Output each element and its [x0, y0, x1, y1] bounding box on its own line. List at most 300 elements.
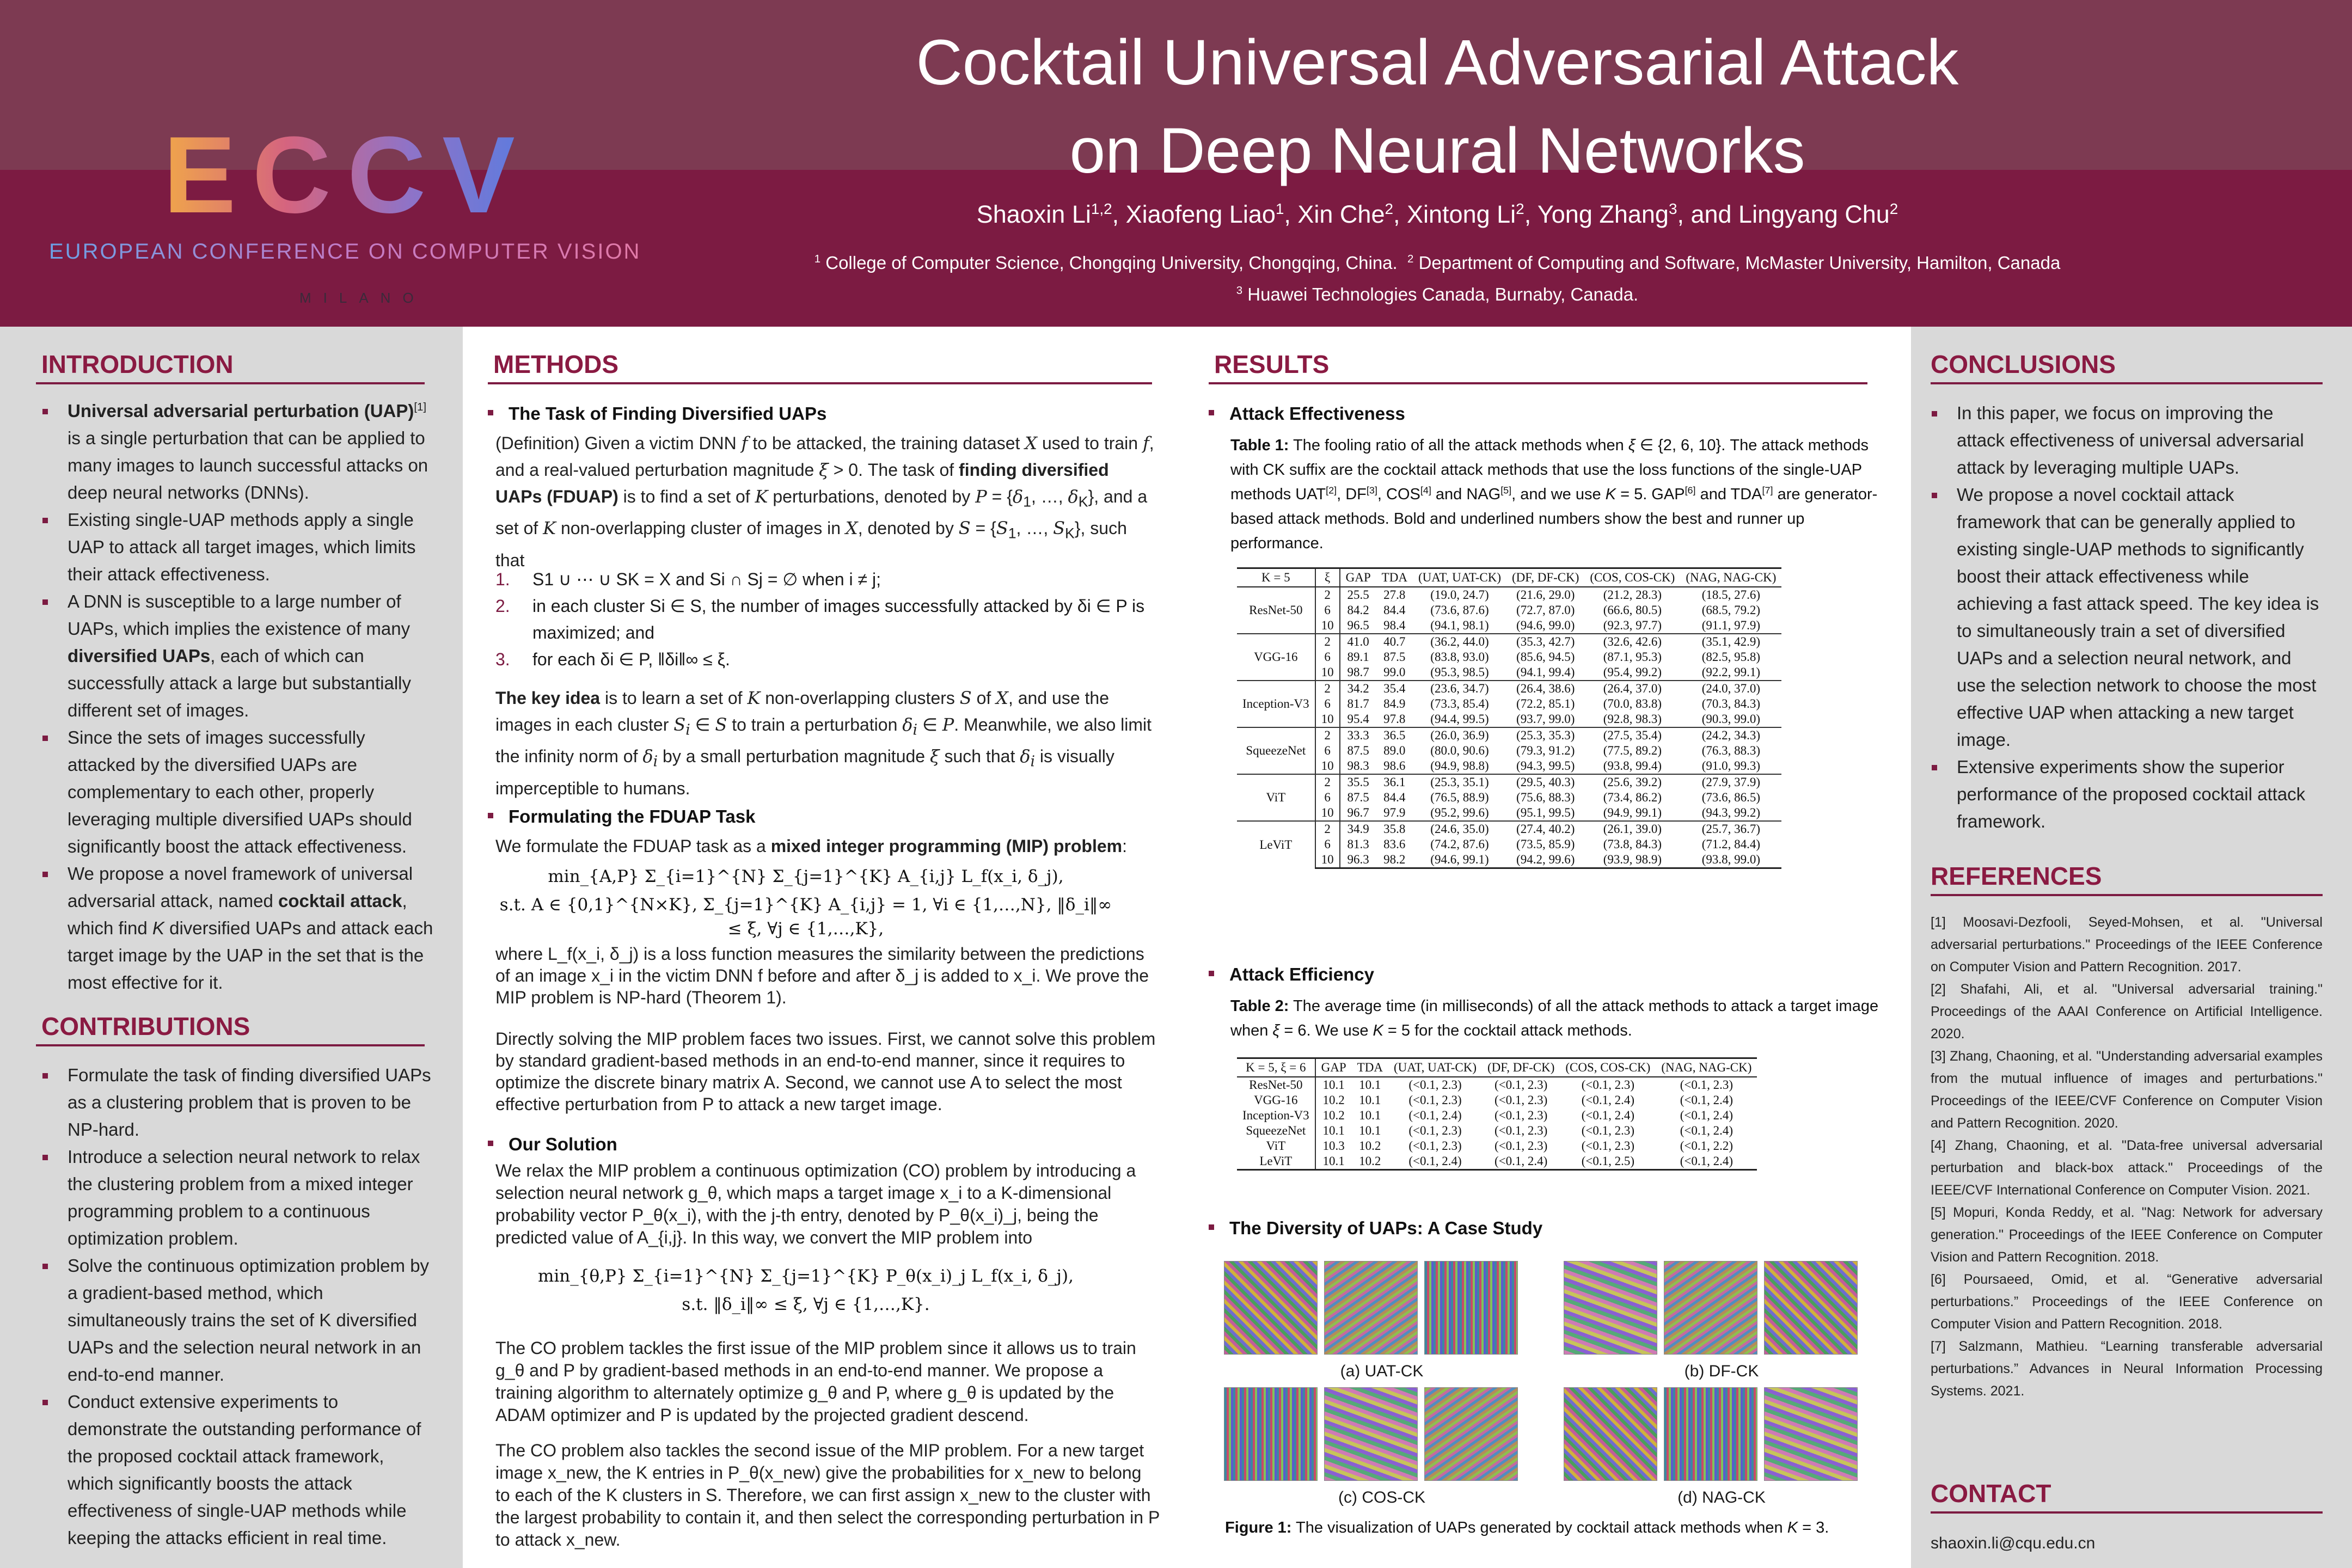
reference-item: [5] Mopuri, Konda Reddy, et al. "Nag: Network for adversary generation." Proceedings of the IEEE Conference on Computer Vision and Pattern Recognition. 2018.	[1931, 1205, 2323, 1265]
table1-cell: (68.5, 79.2)	[1701, 603, 1761, 617]
results-subheading-efficiency: Attack Efficiency	[1209, 964, 1374, 985]
table1-cell: (91.1, 97.9)	[1701, 618, 1761, 632]
table1-cell: (94.4, 99.5)	[1430, 712, 1489, 726]
table1-cell: (95.2, 99.6)	[1430, 806, 1489, 819]
table1-cell: (35.1, 42.9)	[1680, 634, 1781, 650]
table1-cell: 35.5	[1340, 774, 1376, 790]
contact-heading: CONTACT	[1931, 1479, 2051, 1508]
table1-cell: (73.3, 85.4)	[1430, 697, 1489, 710]
table2-cell: (<0.1, 2.2)	[1680, 1139, 1733, 1153]
table1-cell: (87.1, 95.3)	[1603, 650, 1662, 664]
table2-cell: (<0.1, 2.3)	[1581, 1139, 1634, 1153]
uap-image	[1424, 1387, 1518, 1481]
table1-cell: 25.5	[1347, 588, 1369, 602]
table2-cell: LeViT	[1237, 1154, 1315, 1170]
table2-cell: ViT	[1237, 1138, 1315, 1154]
table1-cell: 6	[1315, 650, 1340, 665]
table1-header-cell: GAP	[1340, 568, 1376, 587]
table1-cell: (90.3, 99.0)	[1701, 712, 1761, 726]
table1-cell: 41.0	[1340, 634, 1376, 650]
section-divider	[1931, 382, 2323, 384]
table2-row	[1237, 1108, 1757, 1123]
poster-affiliations-1: $^1$ College of Computer Science, Chongqing University, Chongqing, China. $^2$ Department of Computing and Software, McMaster University, Hamilton, Canada	[814, 253, 2061, 273]
conclusion-item: Extensive experiments show the superior performance of the proposed cocktail attack framework.	[1931, 754, 2323, 835]
methods-conditions	[495, 566, 1160, 673]
table1-cell: (26.1, 39.0)	[1584, 821, 1680, 837]
table1-cell: 98.2	[1376, 852, 1413, 868]
table1-cell: 98.4	[1383, 618, 1406, 632]
table1-cell: 84.9	[1383, 697, 1406, 710]
poster-title-line1: Cocktail Universal Adversarial Attack	[916, 27, 1959, 99]
uap-image	[1564, 1261, 1657, 1355]
introduction-item: We propose a novel framework of universal adversarial attack, named cocktail attack, which find K diversified UAPs and attack each target image by the UAP in the set that is the most effective for it.	[41, 860, 433, 996]
table1-cell: (83.8, 93.0)	[1430, 650, 1489, 664]
table2-cell: (<0.1, 2.5)	[1560, 1154, 1656, 1170]
table1-cell: 34.2	[1340, 681, 1376, 696]
table1-cell: (74.2, 87.6)	[1430, 837, 1489, 851]
table1-cell: (94.1, 99.4)	[1516, 665, 1575, 679]
table2-cell: (<0.1, 2.4)	[1656, 1154, 1757, 1170]
reference-item: [6] Poursaeed, Omid, et al. “Generative adversarial perturbations.” Proceedings of the IEEE Conference on Computer Vision and Pattern Recognition. 2018.	[1931, 1272, 2323, 1332]
table2-cell: 10.2	[1352, 1154, 1388, 1170]
table1-cell: 87.5	[1347, 791, 1369, 804]
condition-item: 2. in each cluster Si ∈ S, the number of images successfully attacked by δi ∈ P is maximized; and	[495, 596, 1145, 642]
table2-row	[1237, 1093, 1757, 1108]
table1-cell: 10	[1315, 805, 1340, 821]
table1-cell: 10	[1315, 618, 1340, 634]
table1-cell: 98.6	[1383, 759, 1406, 773]
table1-cell: (70.0, 83.8)	[1603, 697, 1662, 710]
table2-row	[1237, 1154, 1757, 1170]
table1-cell: (76.3, 88.3)	[1701, 744, 1761, 757]
equation-mip-objective: min_{A,P} Σ_{i=1}^{N} Σ_{j=1}^{K} A_{i,j} L_f(x_i, δ_j),	[548, 867, 1064, 886]
contribution-item: Introduce a selection neural network to relax the clustering problem from a mixed integer programming problem to a continuous optimization problem.	[41, 1143, 433, 1252]
table2-cell: ResNet-50	[1237, 1077, 1315, 1093]
table1-cell: 89.1	[1347, 650, 1369, 664]
table1-cell: (94.2, 99.6)	[1506, 852, 1584, 868]
table1-cell: 10	[1315, 665, 1340, 681]
table1-cell: 87.5	[1383, 650, 1406, 664]
condition-item: 3. for each δi ∈ P, ‖δi‖∞ ≤ ξ.	[495, 650, 730, 669]
section-divider	[1931, 1511, 2323, 1514]
table1-row	[1237, 665, 1781, 681]
uap-image	[1664, 1387, 1757, 1481]
eccv-logo	[49, 114, 641, 317]
reference-item: [4] Zhang, Chaoning, et al. "Data-free universal adversarial perturbation and black-box attack." Proceedings of the IEEE/CVF International Conference on Computer Vision. 2021.	[1931, 1138, 2323, 1198]
table1-cell: (36.2, 44.0)	[1413, 634, 1506, 650]
methods-relaxation: We relax the MIP problem a continuous optimization (CO) problem by introducing a selection neural network g_θ, which maps a target image x_i to a K-dimensional probability vector P_θ(x_i), with the j-th entry, denoted by P_θ(x_i)_j, being the predicted value of A_{i,j}. In this way, we convert the MIP problem into	[495, 1161, 1136, 1247]
table1-cell: 27.8	[1383, 588, 1406, 602]
table2-cell: (<0.1, 2.3)	[1680, 1078, 1733, 1092]
table1-cell: (80.0, 90.6)	[1430, 744, 1489, 757]
table1-cell: (26.4, 37.0)	[1584, 681, 1680, 696]
methods-heading: METHODS	[493, 350, 618, 378]
methods-subheading-formulating: Formulating the FDUAP Task	[488, 806, 756, 828]
introduction-item: A DNN is susceptible to a large number of UAPs, which implies the existence of many diversified UAPs, each of which can successfully attack a large but substantially different set of images.	[41, 588, 433, 724]
uap-image	[1664, 1261, 1757, 1355]
figure-label: (d) NAG-CK	[1677, 1489, 1766, 1506]
table1-row	[1237, 650, 1781, 665]
table1-cell: (93.8, 99.4)	[1603, 759, 1662, 773]
poster-header	[0, 0, 2352, 327]
table1-cell: (35.3, 42.7)	[1506, 634, 1584, 650]
table2-cell: 10.2	[1359, 1139, 1381, 1153]
table1-row	[1237, 727, 1781, 743]
table1-model-cell: ViT	[1237, 774, 1315, 821]
table2-cell: SqueezeNet	[1237, 1123, 1315, 1138]
table1-row	[1237, 634, 1781, 650]
section-divider	[1931, 894, 2323, 896]
results-subheading-diversity: The Diversity of UAPs: A Case Study	[1209, 1217, 1542, 1239]
conclusions-heading: CONCLUSIONS	[1931, 350, 2116, 378]
table1-cell: (21.6, 29.0)	[1516, 588, 1575, 602]
table1-cell: (94.3, 99.5)	[1516, 759, 1575, 773]
table1-cell: (94.9, 99.1)	[1603, 806, 1662, 819]
section-divider	[36, 382, 425, 384]
table2-header-cell: K = 5, ξ = 6	[1237, 1058, 1315, 1077]
table1-cell: (92.8, 98.3)	[1603, 712, 1662, 726]
table1-cell: (75.6, 88.3)	[1516, 791, 1575, 804]
conclusion-item: We propose a novel cocktail attack framework that can be generally applied to existing single-UAP methods to significantly boost their attack effectiveness while achieving a fast attack speed. The key idea is to simultaneously train a set of diversified UAPs and a selection neural network, and use the selection network to choose the most effective UAP when attacking a new target image.	[1931, 481, 2323, 754]
introduction-list	[41, 397, 433, 996]
table1-cell: 34.9	[1340, 821, 1376, 837]
table1-cell: 96.7	[1347, 806, 1369, 819]
references-list	[1931, 911, 2323, 1402]
table2-header-cell: TDA	[1352, 1058, 1388, 1077]
table1-cell: 99.0	[1383, 665, 1406, 679]
table1-cell: (24.0, 37.0)	[1680, 681, 1781, 696]
table1-cell: (26.4, 38.6)	[1506, 681, 1584, 696]
eccv-logo-city: MILANO	[299, 290, 426, 306]
table1-row	[1237, 712, 1781, 727]
table1-row	[1237, 821, 1781, 837]
methods-two-issues: Directly solving the MIP problem faces two issues. First, we cannot solve this problem by standard gradient-based methods in an end-to-end manner, since it requires to optimize the discrete binary matrix A. Second, we cannot use A to select the most effective perturbation from P to attack a new target image.	[495, 1029, 1156, 1114]
table1-cell: (66.6, 80.5)	[1603, 603, 1662, 617]
table1-cell: (94.9, 98.8)	[1430, 759, 1489, 773]
table1-cell: 98.3	[1347, 759, 1369, 773]
table1-cell: (93.9, 98.9)	[1584, 852, 1680, 868]
table1-cell: 36.1	[1376, 774, 1413, 790]
table2-cell: (<0.1, 2.3)	[1408, 1078, 1462, 1092]
table2-cell: 10.1	[1315, 1154, 1352, 1170]
table1-cell: (71.2, 84.4)	[1701, 837, 1761, 851]
table1-cell: 10	[1315, 852, 1340, 868]
references-heading: REFERENCES	[1931, 862, 2102, 890]
contact-email[interactable]: shaoxin.li@cqu.edu.cn	[1931, 1534, 2096, 1552]
table1-cell: 84.2	[1347, 603, 1369, 617]
introduction-heading: INTRODUCTION	[41, 350, 234, 378]
table2-cell: (<0.1, 2.3)	[1494, 1139, 1548, 1153]
table1-cell: (92.3, 97.7)	[1603, 618, 1662, 632]
table1-cell: 6	[1315, 696, 1340, 712]
table2-cell: 10.1	[1359, 1108, 1381, 1122]
table1-model-cell: VGG-16	[1237, 634, 1315, 681]
table1-cell: 81.7	[1347, 697, 1369, 710]
table2-cell: 10.2	[1322, 1108, 1345, 1122]
contribution-item: Conduct extensive experiments to demonstrate the outstanding performance of the proposed cocktail attack framework, which significantly boosts the attack effectiveness of single-UAP methods while keeping the attacks efficient in real time.	[41, 1388, 433, 1552]
table1-cell: 97.8	[1383, 712, 1406, 726]
table1-row	[1237, 743, 1781, 758]
table1-cell: (70.3, 84.3)	[1701, 697, 1761, 710]
contribution-item: Solve the continuous optimization problem by a gradient-based method, which simultaneously trains the set of K diversified UAPs and the selection neural network in an end-to-end manner.	[41, 1252, 433, 1388]
methods-key-idea: The key idea is to learn a set of K non-overlapping clusters S of X, and use the images in each cluster $S_i$ ∈ S to train a perturbation $\delta_i$ ∈ P. Meanwhile, we also limit the infinity norm of $\delta_i$ by a small perturbation magnitude ξ such that $\delta_i$ is visually imperceptible to humans.	[495, 688, 1152, 798]
uap-image	[1764, 1261, 1858, 1355]
table1-cell: (19.0, 24.7)	[1430, 588, 1489, 602]
table1-cell: 81.3	[1347, 837, 1369, 851]
eccv-logo-letters: ECCV	[163, 114, 531, 236]
methods-subheading-solution: Our Solution	[488, 1134, 617, 1155]
section-divider	[1209, 382, 1867, 384]
section-divider	[488, 382, 1152, 384]
table1-row	[1237, 603, 1781, 618]
reference-item: [2] Shafahi, Ali, et al. "Universal adversarial training." Proceedings of the AAAI Conference on Artificial Intelligence. 2020.	[1931, 982, 2323, 1042]
table2-cell: 10.1	[1322, 1124, 1345, 1137]
table1-cell: 2	[1315, 727, 1340, 743]
table1-header-cell: ξ	[1315, 568, 1340, 587]
table1-cell: (26.0, 36.9)	[1413, 727, 1506, 743]
table1-cell: (95.3, 98.5)	[1430, 665, 1489, 679]
table2-cell: Inception-V3	[1237, 1108, 1315, 1123]
table2-caption: Table 2: The average time (in milliseconds) of all the attack methods to attack a target image when ξ = 6. We use K = 5 for the cocktail attack methods.	[1230, 997, 1879, 1039]
table1-cell: (92.2, 99.1)	[1701, 665, 1761, 679]
table1-header-cell: (COS, COS-CK)	[1584, 568, 1680, 587]
equation-co-objective: min_{θ,P} Σ_{i=1}^{N} Σ_{j=1}^{K} P_θ(x_i)_j L_f(x_i, δ_j),	[538, 1266, 1074, 1286]
table1-cell: (94.3, 99.2)	[1701, 806, 1761, 819]
table2-cell: (<0.1, 2.4)	[1680, 1124, 1733, 1137]
uap-image	[1224, 1387, 1318, 1481]
table2-cell: (<0.1, 2.3)	[1581, 1124, 1634, 1137]
table2-cell: 10.1	[1359, 1124, 1381, 1137]
contributions-list	[41, 1062, 433, 1552]
table2-header-cell: (NAG, NAG-CK)	[1656, 1058, 1757, 1077]
table2-header-cell: (COS, COS-CK)	[1560, 1058, 1656, 1077]
table1-cell: 33.3	[1340, 727, 1376, 743]
table1-cell: (27.5, 35.4)	[1584, 727, 1680, 743]
table2-cell: (<0.1, 2.4)	[1581, 1108, 1634, 1122]
table2-cell: (<0.1, 2.4)	[1408, 1108, 1462, 1122]
table1-cell: (82.5, 95.8)	[1701, 650, 1761, 664]
column-methods	[463, 327, 1176, 1568]
table1-cell: (72.7, 87.0)	[1516, 603, 1575, 617]
table2-header-cell: GAP	[1315, 1058, 1352, 1077]
uap-image	[1424, 1261, 1518, 1355]
table1-cell: 6	[1315, 743, 1340, 758]
contribution-item: Formulate the task of finding diversified UAPs as a clustering problem that is proven to be NP-hard.	[41, 1062, 433, 1143]
reference-item: [3] Zhang, Chaoning, et al. "Understanding adversarial examples from the mutual influence of images and perturbations." Proceedings of the IEEE/CVF Conference on Computer Vision and Pattern Recognition. 2020.	[1931, 1049, 2323, 1131]
table1-cell: 95.4	[1347, 712, 1369, 726]
table1-cell: 35.4	[1376, 681, 1413, 696]
table1-cell: (94.1, 98.1)	[1430, 618, 1489, 632]
table1-cell: (25.3, 35.1)	[1413, 774, 1506, 790]
table1-cell: 2	[1315, 681, 1340, 696]
table2-row	[1237, 1123, 1757, 1138]
table2-cell: 10.2	[1322, 1093, 1345, 1107]
table1-cell: 96.3	[1340, 852, 1376, 868]
table1-cell: 89.0	[1383, 744, 1406, 757]
table1-cell: (73.4, 86.2)	[1603, 791, 1662, 804]
table1-cell: (73.5, 85.9)	[1516, 837, 1575, 851]
introduction-item: Universal adversarial perturbation (UAP)[1] is a single perturbation that can be applied to many images to launch successful attacks on deep neural networks (DNNs).	[41, 397, 433, 506]
table1-cell: (95.4, 99.2)	[1603, 665, 1662, 679]
table2-row	[1237, 1138, 1757, 1154]
table1-header-cell: (NAG, NAG-CK)	[1680, 568, 1781, 587]
table1-cell: 2	[1315, 587, 1340, 603]
table1-cell: (21.2, 28.3)	[1603, 588, 1662, 602]
table1-fooling-ratio	[1237, 567, 1781, 869]
table1-model-cell: SqueezeNet	[1237, 727, 1315, 774]
table1-cell: (95.1, 99.5)	[1516, 806, 1575, 819]
methods-mip-intro: We formulate the FDUAP task as a mixed integer programming (MIP) problem:	[495, 836, 1127, 856]
table1-row	[1237, 790, 1781, 805]
table1-model-cell: LeViT	[1237, 821, 1315, 868]
introduction-item: Existing single-UAP methods apply a single UAP to attack all target images, which limits their attack effectiveness.	[41, 506, 433, 588]
table2-header-cell: (DF, DF-CK)	[1482, 1058, 1560, 1077]
table1-cell: (72.2, 85.1)	[1516, 697, 1575, 710]
table1-cell: (23.6, 34.7)	[1413, 681, 1506, 696]
table1-cell: 84.4	[1383, 603, 1406, 617]
table2-header-cell: (UAT, UAT-CK)	[1388, 1058, 1482, 1077]
section-divider	[36, 1044, 425, 1046]
table1-cell: (29.5, 40.3)	[1506, 774, 1584, 790]
table1-row	[1237, 587, 1781, 603]
methods-loss-description: where L_f(x_i, δ_j) is a loss function measures the similarity between the predictions of an image x_i in the victim DNN f before and after δ_j is added to x_i. We prove the MIP problem is NP-hard (Theorem 1).	[495, 944, 1149, 1007]
uap-image	[1224, 1261, 1318, 1355]
table1-header-cell: K = 5	[1237, 568, 1315, 587]
table2-cell: (<0.1, 2.3)	[1408, 1139, 1462, 1153]
table1-cell: (93.7, 99.0)	[1516, 712, 1575, 726]
table1-row	[1237, 852, 1781, 868]
table2-cell: (<0.1, 2.3)	[1408, 1093, 1462, 1107]
methods-definition: (Definition) Given a victim DNN f to be attacked, the training dataset X used to train f, and a real-valued perturbation magnitude ξ > 0. The task of finding diversified UAPs (FDUAP) is to find a set of K perturbations, denoted by $P = \{\delta_1$, …, $\delta_K$}, and a set of K non-overlapping cluster of images in X, denoted by $S = \{S_1$, …, $S_K$}, such that	[495, 433, 1154, 570]
table1-header-cell: (UAT, UAT-CK)	[1413, 568, 1506, 587]
uap-image	[1324, 1387, 1418, 1481]
introduction-item: Since the sets of images successfully attacked by the diversified UAPs are complementary to each other, properly leveraging multiple diversified UAPs should significantly boost the attack effectiveness.	[41, 724, 433, 860]
table1-header-cell: (DF, DF-CK)	[1506, 568, 1584, 587]
table2-cell: VGG-16	[1237, 1093, 1315, 1108]
poster-authors: Shaoxin Li$^{1,2}$, Xiaofeng Liao$^1$, Xin Che$^2$, Xintong Li$^2$, Yong Zhang$^3$, and Lingyang Chu$^2$	[976, 200, 1898, 228]
table1-cell: (73.6, 86.5)	[1701, 791, 1761, 804]
results-heading: RESULTS	[1214, 350, 1330, 378]
column-results	[1176, 327, 1911, 1568]
poster-affiliations-2: $^3$ Huawei Technologies Canada, Burnaby, Canada.	[1236, 284, 1639, 304]
table2-cell: (<0.1, 2.4)	[1482, 1154, 1560, 1170]
table1-cell: (85.6, 94.5)	[1516, 650, 1575, 664]
table1-row	[1237, 837, 1781, 852]
table2-cell: (<0.1, 2.3)	[1494, 1078, 1548, 1092]
conclusions-list	[1931, 400, 2323, 835]
conclusion-item: In this paper, we focus on improving the attack effectiveness of universal adversarial attack by leveraging multiple UAPs.	[1931, 400, 2323, 481]
table2-cell: (<0.1, 2.4)	[1388, 1154, 1482, 1170]
table1-cell: 96.5	[1347, 618, 1369, 632]
table1-cell: (25.7, 36.7)	[1680, 821, 1781, 837]
table1-row	[1237, 758, 1781, 774]
table1-cell: 6	[1315, 603, 1340, 618]
table1-row	[1237, 805, 1781, 821]
table1-row	[1237, 696, 1781, 712]
table1-cell: (73.8, 84.3)	[1603, 837, 1662, 851]
figure-label: (c) COS-CK	[1338, 1489, 1425, 1506]
results-subheading-effectiveness: Attack Effectiveness	[1209, 403, 1405, 425]
table1-cell: (77.5, 89.2)	[1603, 744, 1662, 757]
table1-cell: 36.5	[1376, 727, 1413, 743]
table1-cell: (93.8, 99.0)	[1680, 852, 1781, 868]
table2-attack-time	[1237, 1057, 1757, 1171]
column-introduction	[0, 327, 463, 1568]
table1-cell: (91.0, 99.3)	[1701, 759, 1761, 773]
contributions-heading: CONTRIBUTIONS	[41, 1012, 250, 1040]
table1-cell: (24.2, 34.3)	[1680, 727, 1781, 743]
table2-cell: (<0.1, 2.3)	[1494, 1124, 1548, 1137]
table1-cell: 2	[1315, 774, 1340, 790]
methods-co-first-issue: The CO problem tackles the first issue of the MIP problem since it allows us to train g_θ and P by gradient-based methods in an end-to-end manner. We propose a training algorithm to alternately optimize g_θ and P, where g_θ is updated by the ADAM optimizer and P is updated by the projected gradient descend.	[495, 1338, 1136, 1425]
table2-cell: 10.3	[1322, 1139, 1345, 1153]
table2-cell: 10.1	[1322, 1078, 1345, 1092]
table2-cell: (<0.1, 2.3)	[1494, 1108, 1548, 1122]
reference-item: [1] Moosavi-Dezfooli, Seyed-Mohsen, et al. "Universal adversarial perturbations." Proceedings of the IEEE Conference on Computer Vision and Pattern Recognition. 2017.	[1931, 915, 2323, 975]
methods-co-second-issue: The CO problem also tackles the second issue of the MIP problem. For a new target image x_new, the K entries in P_θ(x_new) give the probabilities for x_new to belong to each of the K clusters in S. Therefore, we can first assign x_new to the cluster with the largest probability to contain it, and then select the corresponding perturbation in P to attack x_new.	[495, 1441, 1160, 1549]
table1-cell: (76.5, 88.9)	[1430, 791, 1489, 804]
table1-cell: 2	[1315, 634, 1340, 650]
table1-row	[1237, 618, 1781, 634]
table2-cell: (<0.1, 2.4)	[1680, 1108, 1733, 1122]
table1-cell: 98.7	[1347, 665, 1369, 679]
reference-item: [7] Salzmann, Mathieu. “Learning transferable adversarial perturbations.” Advances in Neural Information Processing Systems. 2021.	[1931, 1339, 2323, 1399]
table1-row	[1237, 774, 1781, 790]
column-conclusions	[1911, 327, 2352, 1568]
equation-mip-constraints: s.t. A ∈ {0,1}^{N×K}, Σ_{j=1}^{K} A_{i,j} = 1, ∀i ∈ {1,…,N}, ‖δ_i‖∞ ≤ ξ, ∀j ∈ {1,…,K},	[499, 895, 1112, 939]
table2-cell: (<0.1, 2.3)	[1408, 1124, 1462, 1137]
uap-image	[1564, 1387, 1657, 1481]
table1-cell: 83.6	[1383, 837, 1406, 851]
table1-cell: (79.3, 91.2)	[1516, 744, 1575, 757]
table1-cell: (94.6, 99.1)	[1413, 852, 1506, 868]
figure-label: (b) DF-CK	[1684, 1362, 1759, 1380]
table1-caption: Table 1: The fooling ratio of all the attack methods when ξ ∈ {2, 6, 10}. The attack methods with CK suffix are the cocktail attack methods that use the loss functions of the single-UAP methods UAT[2], DF[3], COS[4] and NAG[5], and we use K = 5. GAP[6] and TDA[7] are generator-based attack methods. Bold and underlined numbers show the best and runner up performance.	[1230, 437, 1878, 552]
table1-cell: (27.9, 37.9)	[1680, 774, 1781, 790]
table1-cell: (27.4, 40.2)	[1506, 821, 1584, 837]
table1-header-cell: TDA	[1376, 568, 1413, 587]
poster-title-line2: on Deep Neural Networks	[1069, 115, 1805, 187]
uap-image	[1324, 1261, 1418, 1355]
condition-item: 1. S1 ∪ ⋯ ∪ SK = X and Si ∩ Sj = ∅ when i ≠ j;	[495, 569, 881, 589]
table1-cell: 10	[1315, 712, 1340, 727]
table1-cell: 87.5	[1347, 744, 1369, 757]
table2-cell: (<0.1, 2.3)	[1581, 1078, 1634, 1092]
table1-cell: 84.4	[1383, 791, 1406, 804]
uap-image	[1764, 1387, 1858, 1481]
table1-cell: 2	[1315, 821, 1340, 837]
table1-cell: (73.6, 87.6)	[1430, 603, 1489, 617]
figure1-caption: Figure 1: The visualization of UAPs generated by cocktail attack methods when K = 3.	[1225, 1519, 1829, 1536]
eccv-logo-conference: EUROPEAN CONFERENCE ON COMPUTER VISION	[49, 240, 641, 264]
table1-cell: 6	[1315, 790, 1340, 805]
table1-cell: 40.7	[1376, 634, 1413, 650]
table1-cell: (25.3, 35.3)	[1506, 727, 1584, 743]
table1-model-cell: Inception-V3	[1237, 681, 1315, 727]
methods-subheading-task: The Task of Finding Diversified UAPs	[488, 403, 826, 425]
table2-cell: 10.1	[1359, 1093, 1381, 1107]
table2-cell: (<0.1, 2.4)	[1680, 1093, 1733, 1107]
table2-cell: (<0.1, 2.3)	[1494, 1093, 1548, 1107]
table2-cell: 10.1	[1359, 1078, 1381, 1092]
table1-cell: (25.6, 39.2)	[1584, 774, 1680, 790]
equation-co-constraints: s.t. ‖δ_i‖∞ ≤ ξ, ∀j ∈ {1,…,K}.	[682, 1295, 930, 1314]
table2-cell: (<0.1, 2.4)	[1581, 1093, 1634, 1107]
table1-cell: (18.5, 27.6)	[1701, 588, 1761, 602]
table1-cell: (94.6, 99.0)	[1516, 618, 1575, 632]
table1-row	[1237, 681, 1781, 696]
table1-cell: 35.8	[1376, 821, 1413, 837]
